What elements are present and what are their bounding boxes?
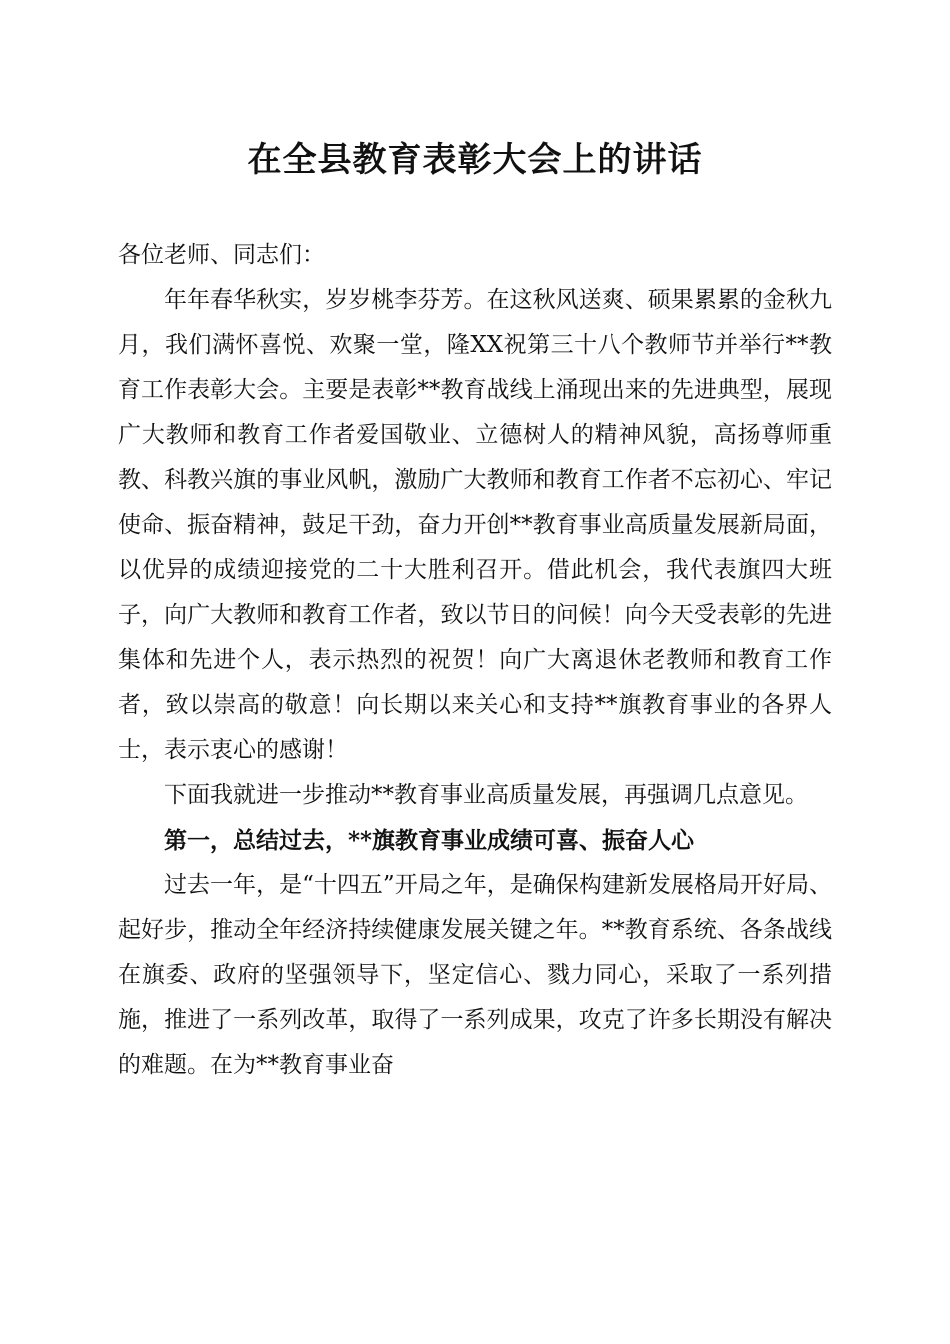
section-heading: 第一，总结过去，**旗教育事业成绩可喜、振奋人心 <box>164 827 695 854</box>
salutation: 各位老师、同志们： <box>118 242 325 268</box>
document-body <box>118 233 832 1088</box>
document-title: 在全县教育表彰大会上的讲话 <box>247 140 703 180</box>
paragraph-opening: 年年春华秋实，岁岁桃李芬芳。在这秋风送爽、硕果累累的金秋九月，我们满怀喜悦、欢聚一堂，隆XX祝第三十八个教师节并举行**教育工作表彰大会。主要是表彰**教育战线上涌现出来的先进典型，展现广大教师和教育工作者爱国敬业、立德树人的精神风貌，高扬尊师重教、科教兴旗的事业风帆，激励广大教师和教育工作者不忘初心、牢记使命、振奋精神，鼓足干劲，奋力开创**教育事业高质量发展新局面，以优异的成绩迎接党的二十大胜利召开。借此机会，我代表旗四大班子，向广大教师和教育工作者，致以节日的问候！向今天受表彰的先进集体和先进个人，表示热烈的祝贺！向广大离退休老教师和教育工作者，致以崇高的敬意！向长期以来关心和支持**旗教育事业的各界人士，表示衷心的感谢！ <box>118 287 832 763</box>
section-paragraph: 过去一年，是“十四五”开局之年，是确保构建新发展格局开好局、起好步，推动全年经济持续健康发展关键之年。**教育系统、各条战线在旗委、政府的坚强领导下，坚定信心、戮力同心，采取了一系列措施，推进了一系列改革，取得了一系列成果，攻克了许多长期没有解决的难题。在为**教育事业奋 <box>118 872 832 1078</box>
paragraph-transition: 下面我就进一步推动**教育事业高质量发展，再强调几点意见。 <box>164 782 808 808</box>
